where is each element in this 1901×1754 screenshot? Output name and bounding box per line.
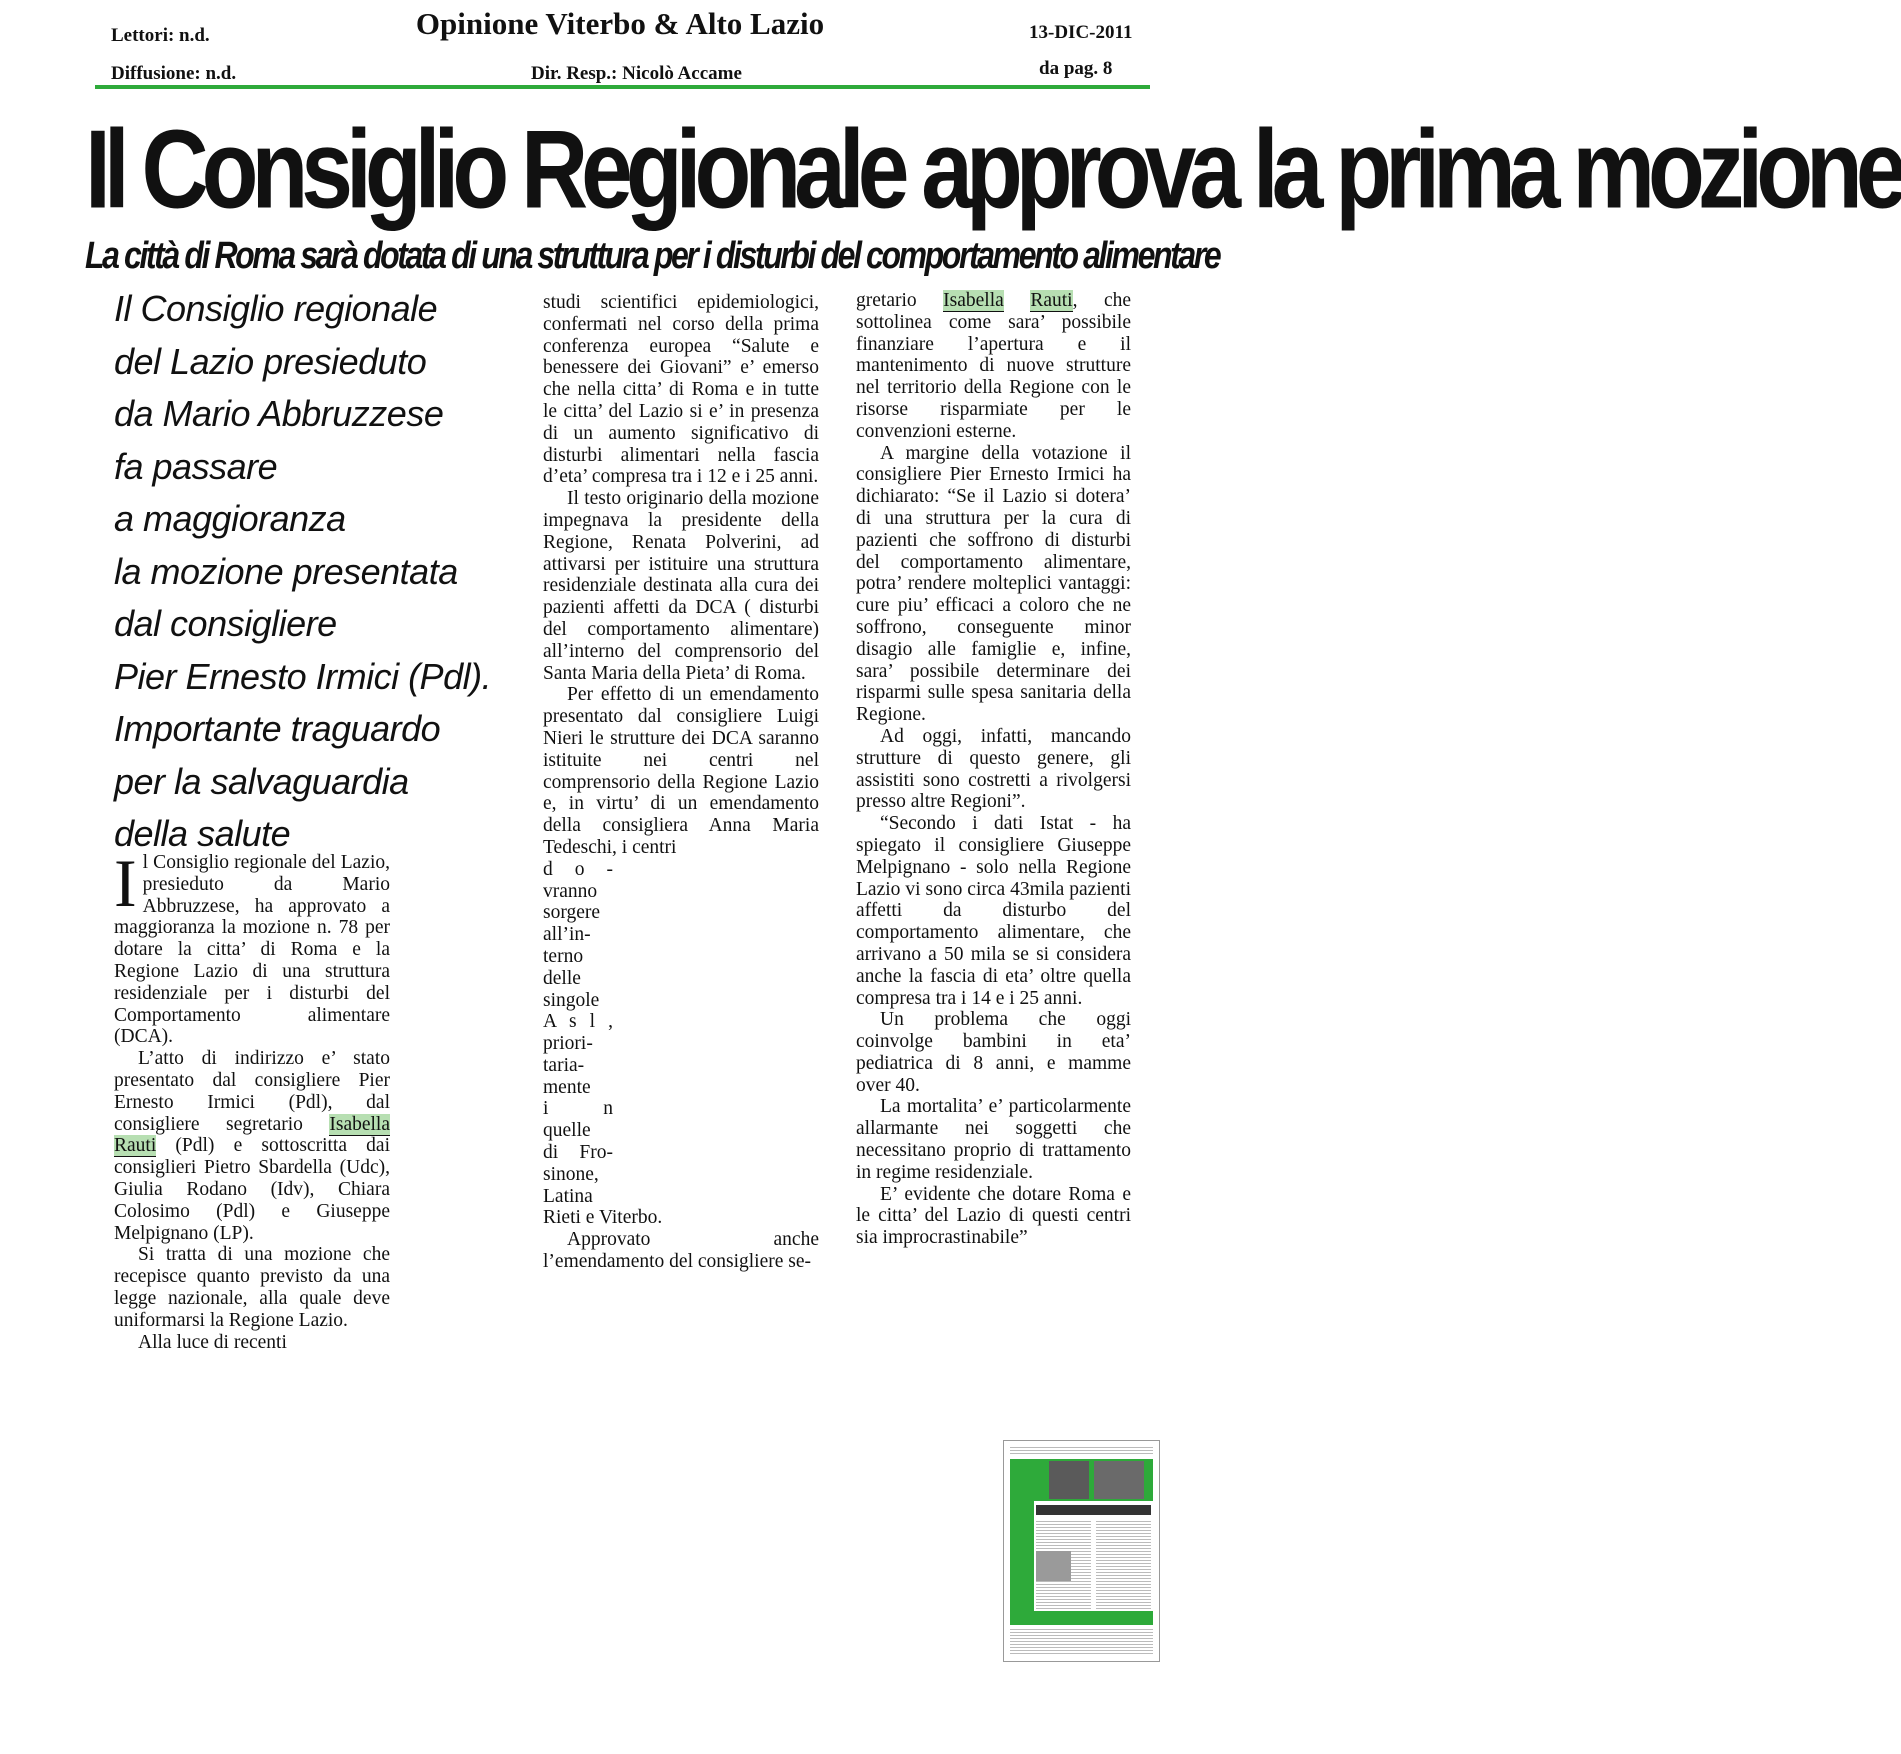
- lead-line: dal consigliere: [114, 603, 337, 644]
- body-paragraph: [856, 290, 1131, 443]
- body-paragraph: [114, 1048, 390, 1244]
- lead-line: per la salvaguardia: [114, 760, 409, 802]
- narrow-line: d o -: [543, 858, 613, 880]
- thumbnail-text: [1010, 1629, 1153, 1655]
- lead-line: del Lazio presieduto: [114, 340, 427, 382]
- circulation-label: Diffusione: n.d.: [111, 63, 237, 84]
- lead-line: Il Consiglio regionale: [114, 288, 438, 329]
- lead-line: Importante traguardo: [114, 708, 441, 749]
- paragraph-text: gretario: [856, 290, 944, 311]
- article-column-1: [114, 845, 390, 1353]
- narrow-line: Latina: [543, 1185, 593, 1207]
- narrow-line: singole: [543, 989, 600, 1011]
- article-column-2: [543, 292, 819, 1273]
- masthead-title: Opinione Viterbo & Alto Lazio: [415, 6, 825, 41]
- thumbnail-photo: [1049, 1461, 1089, 1499]
- body-paragraph: A margine della votazione il consigliere Pier Ernesto Irmici ha dichiarato: “Se il Lazio si dotera’ di una struttura per la cura di pazienti che soffrono di disturbi del comportamento alimentare, potra’ rendere molteplici vantaggi: cure piu’ efficaci a coloro che ne soffrono, conseguente minor disagio alle famiglie e, infine, sara’ possibile determinare dei risparmi sulle spesa sanitaria della Regione.: [856, 442, 1131, 726]
- narrow-line: mente: [543, 1076, 591, 1098]
- body-paragraph: Ad oggi, infatti, mancando strutture di questo genere, gli assistiti sono costretti a rivolgersi presso altre Regioni”.: [856, 725, 1131, 813]
- body-paragraph: studi scientifici epidemiologici, confermati nel corso della prima conferenza europea “Salute e benessere dei Giovani” e’ emerso che nella citta’ di Roma e in tutte le citta’ del Lazio si e’ in presenza di un aumento significativo di disturbi alimentari nella fascia d’eta’ compresa tra i 12 e i 25 anni.: [543, 292, 819, 488]
- narrow-line: taria-: [543, 1054, 585, 1076]
- lead-line: della salute: [114, 813, 291, 854]
- highlighted-name: Rauti: [1030, 290, 1073, 311]
- header-rule: [95, 85, 1150, 89]
- body-paragraph: Si tratta di una mozione che recepisce quanto previsto da una legge nazionale, alla quale deve uniformarsi la Regione Lazio.: [114, 1244, 390, 1331]
- paragraph-text: l Consiglio regionale del Lazio, presieduto da Mario Abbruzzese, ha approvato a maggioranza la mozione n. 78 per dotare la citta’ di Roma e la Regione Lazio di una struttura residenziale per i disturbi del Comportamento alimentare (DCA).: [114, 852, 390, 1048]
- thumbnail-headline: [1036, 1505, 1151, 1515]
- narrow-line: terno: [543, 945, 584, 967]
- paragraph-text: L’atto di indirizzo e’ stato presentato dal consigliere Pier Ernesto Irmici (Pdl), dal consigliere segretario: [114, 1048, 390, 1135]
- thumbnail-text: [1096, 1521, 1151, 1611]
- drop-cap: I: [114, 845, 137, 921]
- readers-label: Lettori: n.d.: [111, 25, 210, 46]
- page-reference: da pag. 8: [1039, 58, 1113, 79]
- body-paragraph: Per effetto di un emendamento presentato dal consigliere Luigi Nieri le strutture dei DCA saranno istituite nei centri nel comprensorio della Regione Lazio e, in virtu’ di un emendamento della consigliera Anna Maria Tedeschi, i centri: [543, 684, 819, 858]
- highlighted-name: Rauti: [114, 1135, 157, 1157]
- body-paragraph: Alla luce di recenti: [138, 1331, 287, 1353]
- narrow-line: priori-: [543, 1033, 593, 1055]
- narrow-text-block: [543, 859, 613, 1208]
- body-paragraph: Un problema che oggi coinvolge bambini in eta’ pediatrica di 8 anni, e mamme over 40.: [856, 1009, 1131, 1096]
- date-label: 13-DIC-2011: [1029, 22, 1133, 43]
- article-subhead: La città di Roma sarà dotata di una struttura per i disturbi del comportamento alimentare: [85, 233, 1220, 277]
- body-paragraph: La mortalita’ e’ particolarmente allarmante nei soggetti che necessitano proprio di trattamento in regime residenziale.: [856, 1096, 1131, 1183]
- thumbnail-photo: [1036, 1551, 1071, 1581]
- narrow-line: sinone,: [543, 1163, 599, 1185]
- narrow-line: di Fro-: [543, 1142, 613, 1164]
- article-column-3: [856, 290, 1131, 1249]
- narrow-line: quelle: [543, 1120, 591, 1142]
- thumbnail-green-column: [1010, 1501, 1034, 1611]
- body-paragraph: Approvato anche l’emendamento del consigliere se-: [543, 1229, 819, 1273]
- thumbnail-header: [1010, 1447, 1153, 1455]
- director-label: Dir. Resp.: Nicolò Accame: [531, 63, 742, 84]
- narrow-line: A s l ,: [543, 1011, 613, 1033]
- paragraph-text: , che sottolinea come sara’ possibile finanziare l’apertura e il mantenimento di nuove strutture nel territorio della Regione con le risorse risparmiate per le convenzioni esterne.: [856, 290, 1132, 442]
- lead-line: da Mario Abbruzzese: [114, 393, 444, 434]
- narrow-line: all’in-: [543, 924, 591, 946]
- lead-line: a maggioranza: [114, 498, 346, 539]
- body-paragraph: [114, 845, 390, 1048]
- body-paragraph: Il testo originario della mozione impegnava la presidente della Regione, Renata Polverini, ad attivarsi per istituire una struttura residenziale destinata alla cura dei pazienti affetti da DCA ( disturbi del comportamento alimentare) all’interno del comprensorio del Santa Maria della Pieta’ di Roma.: [543, 488, 819, 684]
- highlighted-name: Isabella: [943, 290, 1004, 311]
- lead-line: Pier Ernesto Irmici (Pdl).: [114, 655, 492, 697]
- narrow-line: delle: [543, 967, 581, 989]
- page-thumbnail: [1003, 1440, 1160, 1662]
- narrow-line: sorgere: [543, 902, 601, 924]
- body-paragraph: “Secondo i dati Istat - ha spiegato il consigliere Giuseppe Melpignano - solo nella Regione Lazio vi sono circa 43mila pazienti affetti da disturbo del comportamento alimentare, che arrivano a 50 mila se si considera anche la fascia di eta’ oltre quella compresa tra i 14 e i 25 anni.: [856, 813, 1131, 1009]
- thumbnail-photo: [1094, 1461, 1144, 1499]
- highlighted-name: Isabella: [329, 1113, 390, 1135]
- thumbnail-green-band: [1010, 1611, 1153, 1625]
- paragraph-text: (Pdl) e sottoscritta dai consiglieri Pietro Sbardella (Udc), Giulia Rodano (Idv), Chiara Colosimo (Pdl) e Giuseppe Melpignano (LP).: [114, 1135, 390, 1244]
- narrow-line: i n: [543, 1098, 613, 1120]
- lead-paragraph: [114, 283, 524, 861]
- body-paragraph: E’ evidente che dotare Roma e le citta’ del Lazio di questi centri sia improcrastinabile”: [856, 1183, 1131, 1249]
- article-headline: Il Consiglio Regionale approva la prima mozione: [85, 106, 1901, 232]
- body-paragraph: Rieti e Viterbo.: [543, 1207, 663, 1229]
- lead-line: la mozione presentata: [114, 550, 458, 592]
- narrow-line: vranno: [543, 880, 598, 902]
- lead-line: fa passare: [114, 445, 278, 487]
